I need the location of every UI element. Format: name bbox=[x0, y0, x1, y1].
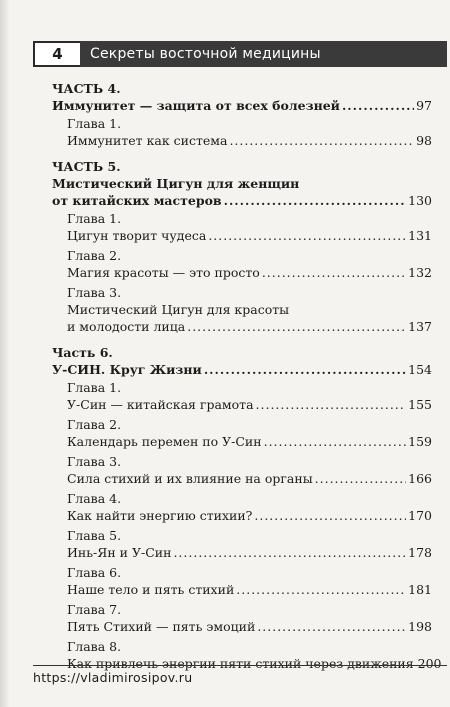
leader-dots bbox=[342, 97, 414, 114]
toc-chapter bbox=[67, 564, 432, 598]
chapter-title-text: Пять Стихий — пять эмоций bbox=[67, 619, 256, 634]
chapter-label: Глава 5. bbox=[67, 528, 122, 543]
page-edge bbox=[0, 0, 10, 707]
page-ref: 154 bbox=[408, 362, 432, 377]
part-label: ЧАСТЬ 5. bbox=[52, 159, 121, 174]
leader-dots bbox=[229, 132, 414, 149]
chapter-title bbox=[67, 227, 432, 244]
part-title bbox=[52, 361, 432, 378]
chapter-title-text: Сила стихий и их влияние на органы bbox=[67, 471, 313, 486]
toc-part bbox=[52, 344, 442, 672]
chapter-title-text: Наше тело и пять стихий bbox=[67, 582, 235, 597]
toc-part bbox=[52, 80, 432, 149]
part-title-line: Мистический Цигун для женщин bbox=[52, 176, 300, 191]
footer bbox=[33, 665, 447, 685]
chapter-title-text: Цигун творит чудеса bbox=[67, 228, 207, 243]
toc-chapter bbox=[67, 379, 432, 413]
leader-dots bbox=[254, 507, 406, 524]
page-ref: 159 bbox=[408, 434, 432, 449]
chapter-title-text: Инь-Ян и У-Син bbox=[67, 545, 172, 560]
chapter-title-text: Календарь перемен по У-Син bbox=[67, 434, 262, 449]
toc-chapter bbox=[67, 284, 432, 335]
leader-dots bbox=[224, 192, 407, 209]
chapter-label: Глава 2. bbox=[67, 417, 122, 432]
chapter-label: Глава 7. bbox=[67, 602, 122, 617]
chapter-title-line: Мистический Цигун для красоты bbox=[67, 302, 290, 317]
chapter-title-text: У-Син — китайская грамота bbox=[67, 397, 254, 412]
page-ref: 181 bbox=[408, 582, 432, 597]
chapter-title-text: Иммунитет как система bbox=[67, 133, 228, 148]
chapter-title-text: Магия красоты — это просто bbox=[67, 265, 260, 280]
page-ref: 130 bbox=[408, 193, 432, 208]
toc-chapter bbox=[67, 247, 432, 281]
page-ref: 98 bbox=[416, 133, 432, 148]
chapter-title bbox=[67, 544, 432, 561]
chapter-title bbox=[67, 618, 432, 635]
page-ref: 178 bbox=[408, 545, 432, 560]
part-title-text: У-СИН. Круг Жизни bbox=[52, 362, 202, 377]
running-title: Секреты восточной медицины bbox=[80, 41, 447, 67]
table-of-contents bbox=[52, 80, 442, 681]
chapter-title-text: Как привлечь энергии пяти стихий через движения bbox=[67, 656, 414, 671]
chapter-title-text: Как найти энергию стихии? bbox=[67, 508, 253, 523]
chapter-list bbox=[52, 210, 432, 335]
chapter-list bbox=[52, 379, 442, 672]
leader-dots bbox=[262, 264, 406, 281]
leader-dots bbox=[315, 470, 406, 487]
leader-dots bbox=[173, 544, 406, 561]
running-header bbox=[33, 41, 447, 67]
chapter-label: Глава 1. bbox=[67, 380, 122, 395]
leader-dots bbox=[264, 433, 407, 450]
page-ref: 166 bbox=[408, 471, 432, 486]
toc-chapter bbox=[67, 601, 432, 635]
page-ref: 137 bbox=[408, 319, 432, 334]
chapter-label: Глава 3. bbox=[67, 454, 122, 469]
leader-dots bbox=[257, 618, 406, 635]
toc-chapter bbox=[67, 416, 432, 450]
toc-chapter bbox=[67, 115, 432, 149]
toc-chapter bbox=[67, 210, 432, 244]
page-ref: 97 bbox=[416, 98, 432, 113]
part-title bbox=[52, 192, 432, 209]
chapter-title bbox=[67, 396, 432, 413]
toc-chapter bbox=[67, 490, 432, 524]
page-ref: 170 bbox=[408, 508, 432, 523]
page-ref: 155 bbox=[408, 397, 432, 412]
toc-chapter bbox=[67, 453, 432, 487]
chapter-title bbox=[67, 433, 432, 450]
leader-dots bbox=[236, 581, 406, 598]
chapter-title bbox=[67, 264, 432, 281]
page-ref: 131 bbox=[408, 228, 432, 243]
page-ref: 198 bbox=[408, 619, 432, 634]
page-number: 4 bbox=[33, 41, 80, 67]
toc-chapter bbox=[67, 527, 432, 561]
chapter-label: Глава 3. bbox=[67, 285, 122, 300]
chapter-label: Глава 2. bbox=[67, 248, 122, 263]
leader-dots bbox=[256, 396, 407, 413]
toc-part bbox=[52, 158, 432, 335]
part-title-text: от китайских мастеров bbox=[52, 193, 222, 208]
chapter-label: Глава 4. bbox=[67, 491, 122, 506]
page-ref: 132 bbox=[408, 265, 432, 280]
page-ref: 200 bbox=[417, 656, 442, 671]
leader-dots bbox=[187, 318, 406, 335]
leader-dots bbox=[204, 361, 406, 378]
chapter-list bbox=[52, 115, 432, 149]
part-title bbox=[52, 97, 432, 114]
leader-dots bbox=[208, 227, 406, 244]
chapter-title-text: и молодости лица bbox=[67, 319, 186, 334]
part-label: ЧАСТЬ 4. bbox=[52, 81, 121, 96]
part-title-text: Иммунитет — защита от всех болезней bbox=[52, 98, 340, 113]
chapter-label: Глава 8. bbox=[67, 639, 122, 654]
chapter-label: Глава 1. bbox=[67, 211, 122, 226]
footer-url: https://vladimirosipov.ru bbox=[33, 670, 193, 685]
chapter-label: Глава 1. bbox=[67, 116, 122, 131]
chapter-label: Глава 6. bbox=[67, 565, 122, 580]
part-label: Часть 6. bbox=[52, 345, 113, 360]
chapter-title bbox=[67, 132, 432, 149]
chapter-title bbox=[67, 507, 432, 524]
chapter-title bbox=[67, 470, 432, 487]
chapter-title bbox=[67, 581, 432, 598]
chapter-title bbox=[67, 318, 432, 335]
